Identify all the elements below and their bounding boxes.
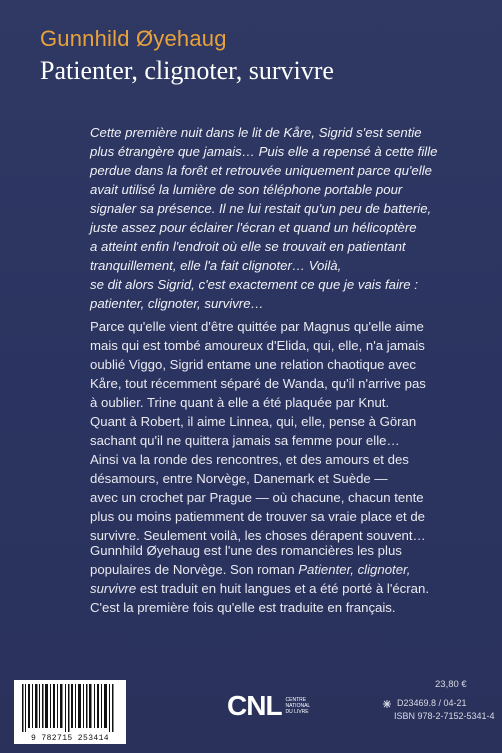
bio-line (90, 560, 470, 579)
bio-line (90, 579, 470, 598)
bio-line: Gunnhild Øyehaug est l'une des romancières les plus (90, 543, 402, 558)
excerpt-line: signaler sa présence. Il ne lui restait qu'un peu de batterie, (90, 201, 432, 216)
publisher-info (382, 697, 495, 723)
cnl-logo (227, 690, 314, 722)
excerpt-line: se dit alors Sigrid, c'est exactement ce que je vais faire : (90, 277, 418, 292)
barcode (14, 680, 126, 744)
bio-text: est traduit en huit langues et a été porté à l'écran. (136, 581, 430, 596)
excerpt-line: plus étrangère que jamais… Puis elle a repensé à cette fille (90, 144, 438, 159)
bio-line: C'est la première fois qu'elle est traduite en français. (90, 600, 396, 615)
barcode-digits: 9 782715 253414 (30, 734, 109, 743)
summary-line: plus ou moins patiemment de trouver sa vraie place et de (90, 509, 425, 524)
summary-line: Ainsi va la ronde des rencontres, et des amours et des (90, 452, 409, 467)
price-label: 23,80 € (435, 679, 467, 690)
publisher-code-row (382, 697, 492, 710)
summary-line: avec un crochet par Prague — où chacune, chacun tente (90, 490, 424, 505)
summary-line: Kåre, tout récemment séparé de Wanda, qu'il n'arrive pas (90, 376, 426, 391)
summary-line: Quant à Robert, il aime Linnea, qui, elle, pense à Göran (90, 414, 417, 429)
author-name: Gunnhild Øyehaug (40, 26, 227, 51)
excerpt-line: tranquillement, elle l'a fait clignoter… Voilà, (90, 258, 342, 273)
summary-line: Parce qu'elle vient d'être quittée par Magnus qu'elle aime (90, 319, 424, 334)
publisher-code: D23469.8 / 04-21 (397, 698, 467, 708)
excerpt-line: perdue dans la forêt et retrouvée uniquement parce qu'elle (90, 163, 432, 178)
summary-line: mais qui est tombé amoureux d'Elida, qui, elle, n'a jamais (90, 338, 425, 353)
summary-line: désamours, entre Norvège, Danemark et Suède — (90, 471, 388, 486)
summary-line: oublié Viggo, Sigrid entame une relation chaotique avec (90, 357, 417, 372)
cnl-logo-text: CNL (227, 690, 282, 721)
book-title: Patienter, clignoter, survivre (40, 56, 334, 85)
bio-text: populaires de Norvège. Son roman (90, 562, 299, 577)
barcode-bars-icon (14, 680, 126, 734)
excerpt-line: Cette première nuit dans le lit de Kåre, Sigrid s'est sentie (90, 125, 422, 140)
excerpt-line: avait utilisé la lumière de son téléphone portable pour (90, 182, 403, 197)
excerpt-line: a atteint enfin l'endroit où elle se trouvait en patientant (90, 239, 406, 254)
bio-title-italic: survivre (90, 581, 137, 596)
bio-title-italic: Patienter, clignoter, (298, 562, 411, 577)
summary-line: sachant qu'il ne quittera jamais sa femme pour elle… (90, 433, 400, 448)
excerpt-paragraph (90, 123, 462, 313)
summary-paragraph (90, 317, 470, 545)
summary-line: survivre. Seulement voilà, les choses dérapent souvent… (90, 528, 426, 543)
excerpt-line: juste assez pour éclairer l'écran et quand un hélicoptère (90, 220, 417, 235)
isbn-label: ISBN 978-2-7152-5341-4 (394, 711, 495, 721)
publisher-logo-icon (382, 699, 392, 709)
excerpt-line: patienter, clignoter, survivre… (90, 296, 264, 311)
author-bio (90, 541, 470, 617)
cnl-logo-subtitle: CENTRE NATIONAL DU LIVRE (285, 697, 310, 715)
summary-line: à oublier. Trine quant à elle a été plaquée par Knut. (90, 395, 390, 410)
